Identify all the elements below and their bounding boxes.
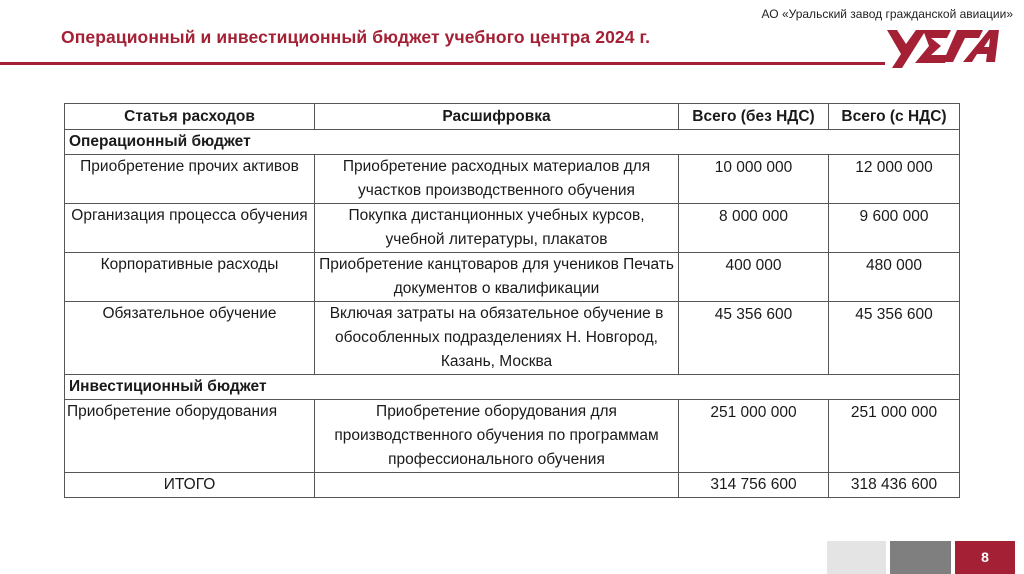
gross-cell: 12 000 000 xyxy=(829,155,960,204)
uzga-logo xyxy=(885,24,1015,74)
description-cell: Приобретение канцтоваров для учеников Печать документов о квалификации xyxy=(315,253,679,302)
item-cell: Организация процесса обучения xyxy=(65,204,315,253)
page-number: 8 xyxy=(955,541,1015,574)
section-title: Операционный бюджет xyxy=(65,130,960,155)
net-cell: 45 356 600 xyxy=(679,302,829,375)
page-title: Операционный и инвестиционный бюджет учебного центра 2024 г. xyxy=(61,27,651,47)
col-header-net: Всего (без НДС) xyxy=(679,104,829,130)
table-row xyxy=(65,204,960,253)
item-cell: Обязательное обучение xyxy=(65,302,315,375)
total-description xyxy=(315,473,679,498)
footer-box-light xyxy=(827,541,886,574)
total-label: ИТОГО xyxy=(65,473,315,498)
company-name: АО «Уральский завод гражданской авиации» xyxy=(761,7,1013,21)
total-row xyxy=(65,473,960,498)
net-cell: 400 000 xyxy=(679,253,829,302)
table-row xyxy=(65,302,960,375)
budget-table xyxy=(64,103,960,498)
total-net: 314 756 600 xyxy=(679,473,829,498)
table-header-row xyxy=(65,104,960,130)
item-cell: Приобретение прочих активов xyxy=(65,155,315,204)
description-cell: Включая затраты на обязательное обучение в обособленных подразделениях Н. Новгород, Казань, Москва xyxy=(315,302,679,375)
gross-cell: 45 356 600 xyxy=(829,302,960,375)
gross-cell: 9 600 000 xyxy=(829,204,960,253)
section-row-operational xyxy=(65,130,960,155)
net-cell: 8 000 000 xyxy=(679,204,829,253)
gross-cell: 251 000 000 xyxy=(829,400,960,473)
col-header-item: Статья расходов xyxy=(65,104,315,130)
item-cell: Корпоративные расходы xyxy=(65,253,315,302)
table-row xyxy=(65,253,960,302)
section-row-investment xyxy=(65,375,960,400)
net-cell: 10 000 000 xyxy=(679,155,829,204)
description-cell: Приобретение расходных материалов для участков производственного обучения xyxy=(315,155,679,204)
section-title: Инвестиционный бюджет xyxy=(65,375,960,400)
col-header-gross: Всего (с НДС) xyxy=(829,104,960,130)
description-cell: Приобретение оборудования для производственного обучения по программам профессионального обучения xyxy=(315,400,679,473)
gross-cell: 480 000 xyxy=(829,253,960,302)
total-gross: 318 436 600 xyxy=(829,473,960,498)
description-cell: Покупка дистанционных учебных курсов, учебной литературы, плакатов xyxy=(315,204,679,253)
table-row xyxy=(65,155,960,204)
title-divider xyxy=(0,62,885,65)
item-cell: Приобретение оборудования xyxy=(65,400,315,473)
table-row xyxy=(65,400,960,473)
col-header-description: Расшифровка xyxy=(315,104,679,130)
net-cell: 251 000 000 xyxy=(679,400,829,473)
footer-box-gray xyxy=(890,541,951,574)
